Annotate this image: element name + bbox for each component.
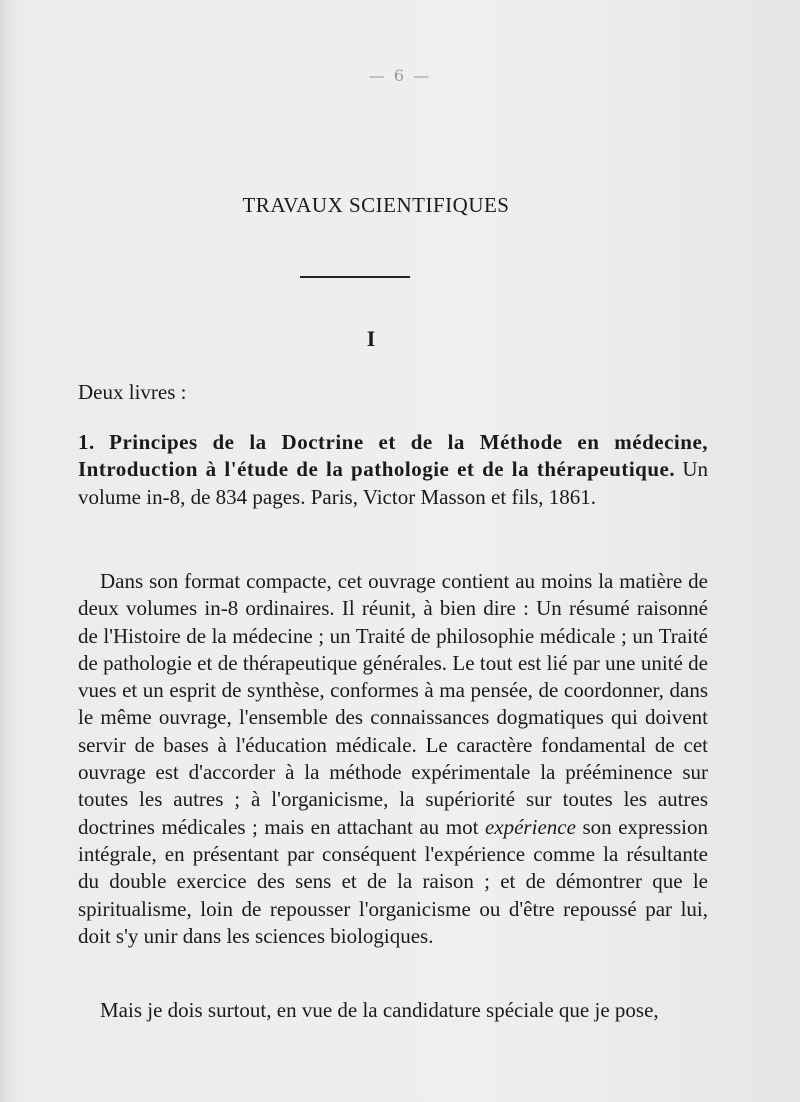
body-paragraph-2: Mais je dois surtout, en vue de la candidature spéciale que je pose, [100,998,659,1022]
publication-entry [78,429,708,511]
page-number: — 6 — [368,66,432,85]
paragraph-1-emphasis: expérience [484,814,576,839]
body-paragraph-1 [78,568,708,950]
section-numeral: I [366,326,376,351]
entry-details: Un volume in-8, de 834 pages. Paris, Victor Masson et fils, 1861. [78,457,708,509]
paragraph-1-text-start: Dans son format compacte, cet ouvrage contient au moins la matière de deux volumes in-8 ordinaires. Il réunit, à bien dire : Un résumé raisonné de l'Histoire de la médecine ; un Traité de philosophie médicale ; un Traité de pathologie et de thérapeutique générales. Le tout est lié par une unité de vues et un esprit de synthèse, conformes à ma pensée, de coordonner, dans le même ouvrage, l'ensemble des connaissances dogmatiques qui doivent servir de bases à l'éducation médicale. Le caractère fondamental de cet ouvrage est d'accorder à la méthode expérimentale la prééminence sur toutes les autres ; à l'organicisme, la supériorité sur toutes les autres doctrines médicales ; mais en attachant au mot [78,569,708,839]
entry-number: 1. [78,430,95,454]
section-title: TRAVAUX SCIENTIFIQUES [242,193,510,217]
title-divider [300,276,410,278]
entry-title: Principes de la Doctrine et de la Méthode en médecine, Introduction à l'étude de la pathologie et de la thérapeutique. [78,430,709,482]
paragraph-1-text-end: son expression intégrale, en présentant par conséquent l'expérience comme la résultante du double exercice des sens et de la raison ; et de démontrer que le spiritualisme, loin de repousser l'organicisme ou d'être repoussé par lui, doit s'y unir dans les sciences biologiques. [78,814,709,948]
intro-text: Deux livres : [78,380,187,404]
